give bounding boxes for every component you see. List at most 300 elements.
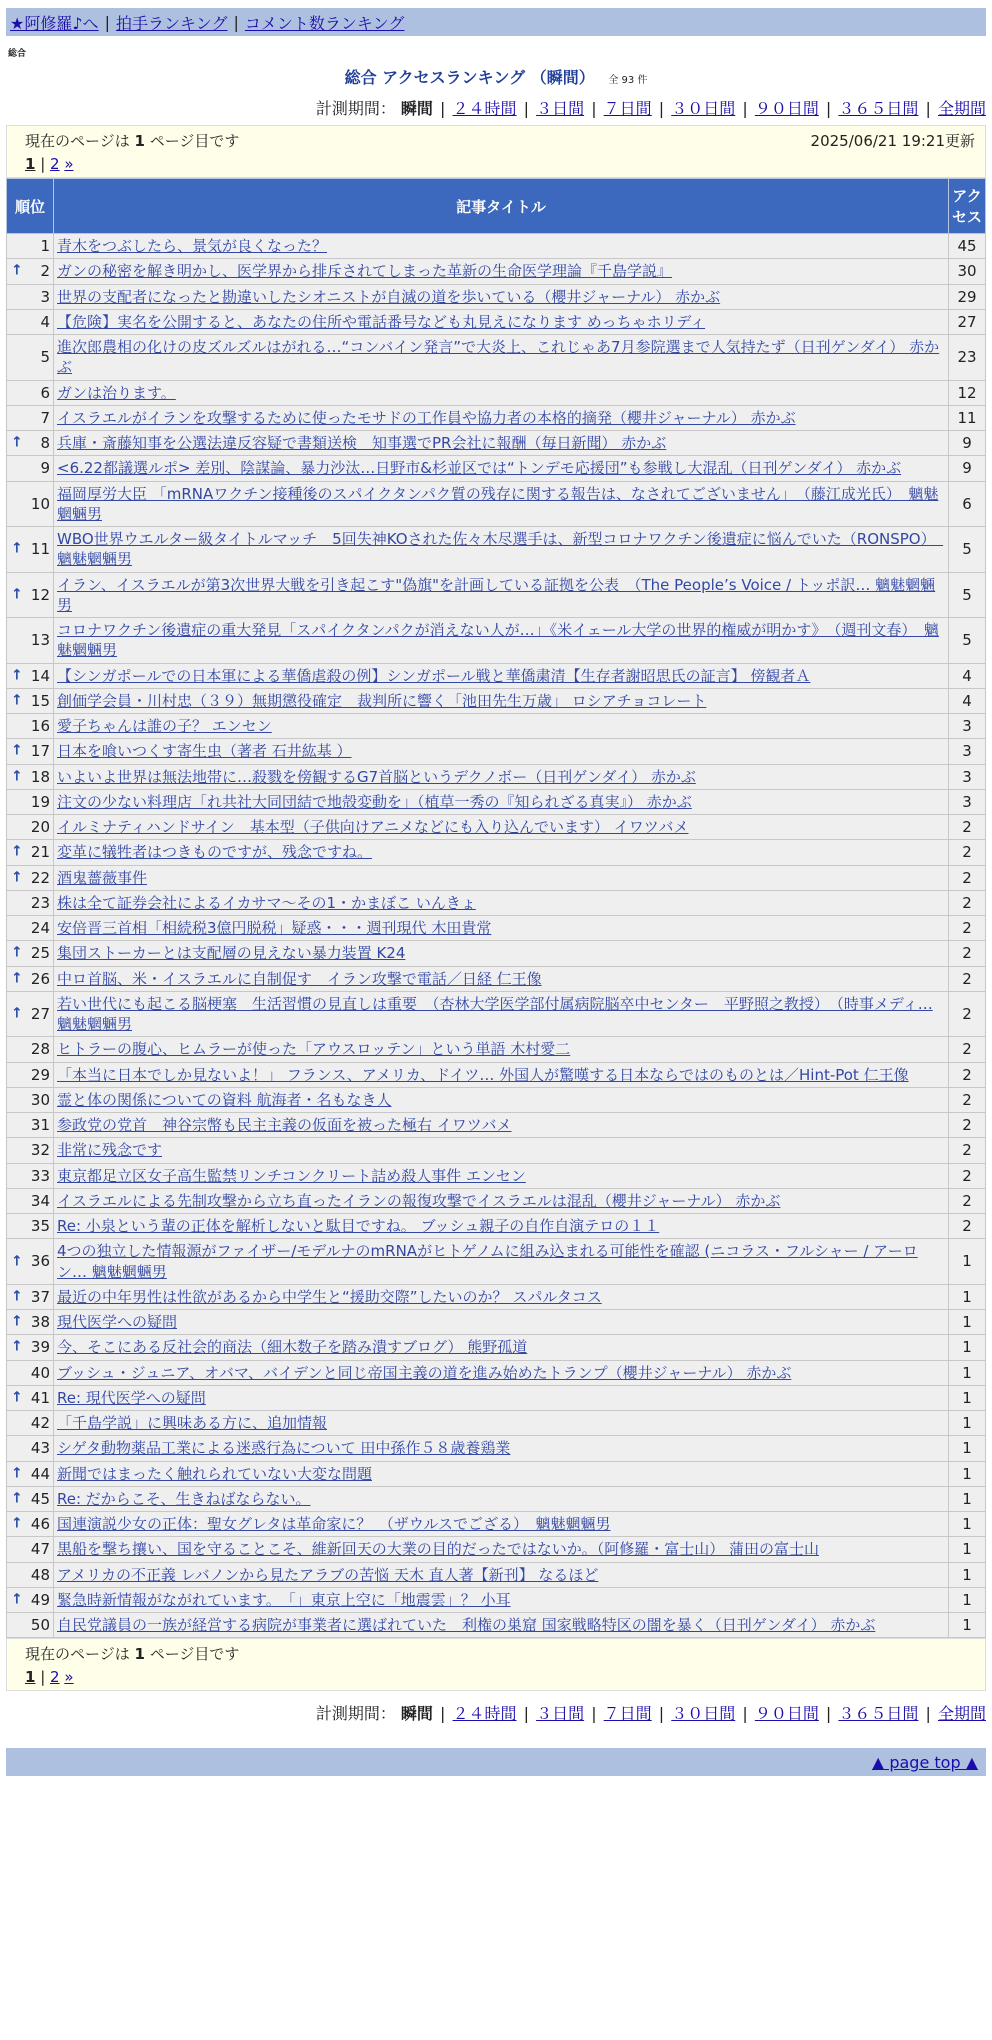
title-cell xyxy=(54,966,949,991)
rank-number: 16 xyxy=(30,717,50,735)
access-count: 9 xyxy=(949,431,986,456)
access-count: 5 xyxy=(949,527,986,573)
article-link[interactable]: 若い世代にも起こる脳梗塞 生活習慣の見直しは重要 （杏林大学医学部付属病院脳卒中センター 平野照之教授） （時事メディ… 魑魅魍魎男 xyxy=(57,994,933,1033)
up-arrow-icon: ↑ xyxy=(11,1338,23,1355)
article-link[interactable]: 集団ストーカーとは支配層の見えない暴力装置 K24 xyxy=(57,944,406,963)
rank-cell xyxy=(7,714,54,739)
up-arrow-icon: ↑ xyxy=(11,768,23,785)
article-link[interactable]: 今、そこにある反社会的商法（細木数子を踏み潰すブログ） 熊野孤道 xyxy=(57,1338,528,1357)
rank-cell xyxy=(7,380,54,405)
table-row xyxy=(7,1587,986,1612)
article-link[interactable]: 国連演説少女の正体：聖女グレタは革命家に？ （ザウルスでござる） 魑魅魍魎男 xyxy=(57,1515,611,1533)
access-count: 2 xyxy=(949,991,986,1037)
rank-cell xyxy=(7,1163,54,1188)
up-arrow-icon: ↑ xyxy=(11,1591,23,1608)
table-row xyxy=(7,1537,986,1562)
table-row xyxy=(7,789,986,814)
page-title: 総合 アクセスランキング （瞬間） xyxy=(344,68,595,87)
rank-number: 18 xyxy=(30,767,50,786)
page-info-top xyxy=(6,125,986,178)
rank-cell xyxy=(7,1310,54,1335)
rank-number: 6 xyxy=(40,383,50,402)
access-count: 30 xyxy=(949,259,986,284)
home-link[interactable]: ★阿修羅♪へ xyxy=(10,13,99,33)
rank-cell xyxy=(7,1436,54,1461)
title-cell xyxy=(54,234,949,259)
rank-cell xyxy=(7,941,54,966)
rank-cell xyxy=(7,815,54,840)
article-link[interactable]: Re: 現代医学への疑問 xyxy=(57,1388,206,1407)
updated-time: 2025/06/21 19:21更新 xyxy=(810,132,975,150)
rank-number: 37 xyxy=(30,1287,50,1306)
access-count: 1 xyxy=(949,1284,986,1309)
up-arrow-icon: ↑ xyxy=(11,843,23,860)
separator: | xyxy=(653,99,670,118)
access-count: 3 xyxy=(949,789,986,814)
period-label: 計測期間： xyxy=(315,1704,396,1724)
separator: | xyxy=(920,99,936,118)
table-row xyxy=(7,284,986,309)
rank-number: 46 xyxy=(30,1515,50,1533)
rank-cell xyxy=(7,916,54,941)
rank-number: 41 xyxy=(30,1388,50,1407)
header-count: アクセス xyxy=(949,179,986,234)
rank-number: 9 xyxy=(40,459,50,478)
title-cell xyxy=(54,1461,949,1486)
table-row xyxy=(7,572,986,618)
title-cell xyxy=(54,1138,949,1163)
article-link[interactable]: 4つの独立した情報源がファイザー/モデルナのmRNAがヒトゲノムに組み込まれる可能性を確認 (ニコラス・フルシャー / アーロン… 魑魅魍魎男 xyxy=(57,1242,918,1281)
article-link[interactable]: 新聞ではまったく触れられていない大変な問題 xyxy=(57,1464,373,1483)
access-count: 2 xyxy=(949,1138,986,1163)
period-link-6[interactable]: 全期間 xyxy=(937,1704,986,1724)
title-cell xyxy=(54,284,949,309)
rank-cell xyxy=(7,865,54,890)
title-cell xyxy=(54,1113,949,1138)
rank-number: 40 xyxy=(30,1363,50,1382)
rank-number: 19 xyxy=(30,792,50,811)
title-cell xyxy=(54,481,949,527)
rank-cell xyxy=(7,764,54,789)
access-count: 5 xyxy=(949,618,986,664)
access-count: 1 xyxy=(949,1562,986,1587)
pager-next-arrow[interactable]: » xyxy=(64,1668,74,1687)
article-link[interactable]: Re: だからこそ、生きねばならない。 xyxy=(57,1489,311,1508)
article-link[interactable]: コロナワクチン後遺症の重大発見「スパイクタンパクが消えない人が…」《米イェール大学の世界的権威が明かす》 （週刊文春） 魑魅魍魎男 xyxy=(57,621,939,660)
title-cell xyxy=(54,865,949,890)
article-link[interactable]: 世界の支配者になったと勘違いしたシオニストが自滅の道を歩いている（櫻井ジャーナル） 赤かぶ xyxy=(57,287,721,306)
period-link-6[interactable]: 全期間 xyxy=(937,99,986,118)
access-count: 1 xyxy=(949,1239,986,1285)
table-row xyxy=(7,1436,986,1461)
article-link[interactable]: ブッシュ・ジュニア、オバマ、バイデンと同じ帝国主義の道を進み始めたトランプ（櫻井ジャーナル） 赤かぶ xyxy=(57,1363,792,1382)
title-cell xyxy=(54,405,949,430)
rank-cell xyxy=(7,1613,54,1638)
article-link[interactable]: 酒鬼薔薇事件 xyxy=(57,868,148,887)
access-count: 2 xyxy=(949,1087,986,1112)
clap-ranking-link[interactable]: 拍手ランキング xyxy=(115,13,228,33)
access-count: 1 xyxy=(949,1310,986,1335)
title-cell xyxy=(54,739,949,764)
rank-number: 7 xyxy=(40,408,50,427)
table-row xyxy=(7,259,986,284)
rank-number: 49 xyxy=(30,1590,50,1609)
separator: | xyxy=(440,99,451,118)
article-link[interactable]: ガンの秘密を解き明かし、医学界から排斥されてしまった革新の生命医学理論『千島学説』 xyxy=(57,262,673,281)
table-row xyxy=(7,688,986,713)
separator: | xyxy=(586,1704,602,1724)
rank-cell xyxy=(7,1113,54,1138)
period-link-1[interactable]: ３日間 xyxy=(536,1704,585,1724)
access-count: 23 xyxy=(949,335,986,381)
rank-number: 39 xyxy=(30,1338,50,1357)
rank-cell xyxy=(7,1461,54,1486)
up-arrow-icon: ↑ xyxy=(11,869,23,886)
rank-cell xyxy=(7,1562,54,1587)
title-cell xyxy=(54,1284,949,1309)
access-count: 3 xyxy=(949,714,986,739)
access-count: 2 xyxy=(949,1037,986,1062)
access-count: 1 xyxy=(949,1537,986,1562)
article-link[interactable]: 株は全て証券会社によるイカサマ〜その1・かまぼこ いんきょ xyxy=(57,893,476,912)
title-cell xyxy=(54,890,949,915)
access-count: 6 xyxy=(949,481,986,527)
pager-page-2[interactable]: 2 xyxy=(50,1668,60,1687)
page-top-link[interactable]: ▲ page top ▲ xyxy=(871,1752,978,1772)
table-row xyxy=(7,890,986,915)
access-count: 2 xyxy=(949,1113,986,1138)
up-arrow-icon: ↑ xyxy=(11,667,23,684)
table-row xyxy=(7,916,986,941)
separator: | xyxy=(518,99,535,118)
comment-ranking-link[interactable]: コメント数ランキング xyxy=(244,13,405,33)
access-count: 4 xyxy=(949,663,986,688)
access-count: 1 xyxy=(949,1385,986,1410)
access-count: 1 xyxy=(949,1411,986,1436)
up-arrow-icon: ↑ xyxy=(11,540,23,557)
rank-number: 31 xyxy=(30,1116,50,1134)
title-cell xyxy=(54,688,949,713)
rank-cell xyxy=(7,572,54,618)
rank-cell xyxy=(7,1512,54,1537)
article-link[interactable]: 「千島学説」に興味ある方に、追加情報 xyxy=(57,1414,328,1432)
period-link-1[interactable]: ３日間 xyxy=(536,99,585,118)
period-current: 瞬間 xyxy=(400,99,433,118)
rank-number: 17 xyxy=(30,742,50,761)
article-link[interactable]: 緊急時新情報がながれています。 「」東京上空に「地震雲」？ 小耳 xyxy=(57,1590,511,1609)
article-link[interactable]: 注文の少ない料理店「れ共社大同団結で地殻変動を」（植草一秀の『知られざる真実』） 赤かぶ xyxy=(57,792,692,811)
rank-number: 20 xyxy=(30,818,50,836)
up-arrow-icon: ↑ xyxy=(11,742,23,759)
period-link-5[interactable]: ３６５日間 xyxy=(838,1704,919,1724)
separator: | xyxy=(820,1704,837,1724)
article-link[interactable]: 愛子ちゃんは誰の子？ エンセン xyxy=(57,717,272,735)
title-cell xyxy=(54,1411,949,1436)
period-link-3[interactable]: ３０日間 xyxy=(671,99,736,118)
title-cell xyxy=(54,259,949,284)
table-row xyxy=(7,1613,986,1638)
article-link[interactable]: アメリカの不正義 レバノンから見たアラブの苦悩 天木 直人著【新刊】 なるほど xyxy=(57,1565,599,1584)
period-link-4[interactable]: ９０日間 xyxy=(754,99,819,118)
period-current: 瞬間 xyxy=(400,1704,433,1724)
article-link[interactable]: 現代医学への疑問 xyxy=(57,1313,178,1331)
table-row xyxy=(7,1335,986,1360)
period-link-5[interactable]: ３６５日間 xyxy=(838,99,919,118)
rank-number: 3 xyxy=(40,287,50,306)
title-cell xyxy=(54,714,949,739)
rank-number: 5 xyxy=(40,348,50,367)
table-row xyxy=(7,1214,986,1239)
rank-cell xyxy=(7,1486,54,1511)
period-link-0[interactable]: ２４時間 xyxy=(452,99,517,118)
pager-page-2[interactable]: 2 xyxy=(50,155,60,173)
article-link[interactable]: イラン、イスラエルが第3次世界大戦を引き起こす"偽旗"を計画している証拠を公表 （The People’s Voice / トッポ訳… 魑魅魍魎男 xyxy=(57,575,936,614)
access-count: 2 xyxy=(949,840,986,865)
pager: 1 | 2 » xyxy=(25,155,74,173)
rank-number: 23 xyxy=(30,893,50,912)
rank-number: 43 xyxy=(30,1439,50,1458)
title-cell xyxy=(54,1360,949,1385)
table-row xyxy=(7,840,986,865)
title-cell xyxy=(54,380,949,405)
table-row xyxy=(7,1284,986,1309)
rank-cell xyxy=(7,456,54,481)
title-cell xyxy=(54,1062,949,1087)
table-row xyxy=(7,1163,986,1188)
rank-number: 33 xyxy=(30,1166,50,1185)
article-link[interactable]: ヒトラーの腹心、ヒムラーが使った「アウスロッテン」という単語 木村愛二 xyxy=(57,1040,571,1059)
access-count: 3 xyxy=(949,739,986,764)
period-link-2[interactable]: ７日間 xyxy=(603,99,652,118)
access-count: 2 xyxy=(949,916,986,941)
rank-number: 29 xyxy=(30,1065,50,1084)
separator: | xyxy=(586,99,602,118)
rank-number: 38 xyxy=(30,1313,50,1331)
access-count: 1 xyxy=(949,1461,986,1486)
title-cell xyxy=(54,1587,949,1612)
article-link[interactable]: 安倍晋三首相「相続税3億円脱税」疑惑・・・週刊現代 木田貴常 xyxy=(57,919,492,937)
table-row xyxy=(7,481,986,527)
rank-number: 25 xyxy=(30,944,50,963)
title-cell xyxy=(54,1335,949,1360)
rank-number: 34 xyxy=(30,1191,50,1210)
period-link-0[interactable]: ２４時間 xyxy=(452,1704,517,1724)
title-cell xyxy=(54,1239,949,1285)
access-count: 1 xyxy=(949,1335,986,1360)
access-count: 2 xyxy=(949,1188,986,1213)
article-link[interactable]: 進次郎農相の化けの皮ズルズルはがれる…“コンバイン発言”で大炎上、これじゃあ7月参院選まで人気持たず（日刊ゲンダイ） 赤かぶ xyxy=(57,338,940,377)
title-cell xyxy=(54,840,949,865)
rank-cell xyxy=(7,1385,54,1410)
rank-number: 36 xyxy=(30,1252,50,1271)
title-cell xyxy=(54,1385,949,1410)
rank-number: 22 xyxy=(30,868,50,887)
access-count: 2 xyxy=(949,966,986,991)
article-link[interactable]: いよいよ世界は無法地帯に…殺戮を傍観するG7首脳というデクノボー（日刊ゲンダイ） 赤かぶ xyxy=(57,767,696,786)
article-link[interactable]: イスラエルがイランを攻撃するために使ったモサドの工作員や協力者の本格的摘発（櫻井ジャーナル） 赤かぶ xyxy=(57,408,796,427)
rank-number: 45 xyxy=(30,1489,50,1508)
up-arrow-icon: ↑ xyxy=(11,1288,23,1305)
rank-cell xyxy=(7,991,54,1037)
table-row xyxy=(7,714,986,739)
article-link[interactable]: 東京都足立区女子高生監禁リンチコンクリート詰め殺人事件 エンセン xyxy=(57,1166,526,1185)
period-selector xyxy=(6,96,986,119)
article-link[interactable]: 非常に残念です xyxy=(57,1141,163,1160)
rank-number: 44 xyxy=(30,1464,50,1483)
article-link[interactable]: 最近の中年男性は性欲があるから中学生と“援助交際”したいのか？ スパルタコス xyxy=(57,1287,602,1306)
access-count: 29 xyxy=(949,284,986,309)
up-arrow-icon: ↑ xyxy=(11,692,23,709)
article-link[interactable]: 「本当に日本でしか見ないよ！」 フランス、アメリカ、ドイツ… 外国人が驚嘆する日本ならではのものとは／Hint-Pot 仁王像 xyxy=(57,1065,909,1084)
title-cell xyxy=(54,1188,949,1213)
rank-cell xyxy=(7,1537,54,1562)
access-count: 2 xyxy=(949,890,986,915)
rank-number: 32 xyxy=(30,1141,50,1160)
up-arrow-icon: ↑ xyxy=(11,434,23,451)
total-count: 全 93 件 xyxy=(608,75,648,86)
title-cell xyxy=(54,431,949,456)
access-count: 1 xyxy=(949,1512,986,1537)
access-count: 12 xyxy=(949,380,986,405)
separator: | xyxy=(518,1704,535,1724)
pager-next-arrow[interactable]: » xyxy=(64,155,74,173)
article-link[interactable]: 変革に犠牲者はつきものですが、残念ですね。 xyxy=(57,843,373,862)
separator: | xyxy=(440,1704,451,1724)
table-row xyxy=(7,764,986,789)
title-cell xyxy=(54,456,949,481)
article-link[interactable]: 中ロ首脳、米・イスラエルに自制促す イラン攻撃で電話／日経 仁王像 xyxy=(57,969,542,988)
rank-number: 21 xyxy=(30,843,50,862)
rank-number: 24 xyxy=(30,919,50,937)
rank-cell xyxy=(7,1411,54,1436)
table-row xyxy=(7,1037,986,1062)
rank-cell xyxy=(7,335,54,381)
article-link[interactable]: イスラエルによる先制攻撃から立ち直ったイランの報復攻撃でイスラエルは混乱（櫻井ジャーナル） 赤かぶ xyxy=(57,1191,781,1210)
rank-cell xyxy=(7,1062,54,1087)
article-link[interactable]: WBO世界ウエルター級タイトルマッチ 5回失神KOされた佐々木尽選手は、新型コロナワクチン後遺症に悩んでいた（RONSPO） 魑魅魍魎男 xyxy=(57,530,944,569)
rank-number: 8 xyxy=(40,434,50,452)
separator: | xyxy=(737,99,753,118)
title-cell xyxy=(54,1613,949,1638)
rank-cell xyxy=(7,1188,54,1213)
table-row xyxy=(7,1188,986,1213)
article-link[interactable]: 福岡厚労大臣 「mRNAワクチン接種後のスパイクタンパク質の残存に関する報告は、なされてございません」 （藤江成光氏） 魑魅魍魎男 xyxy=(57,484,939,523)
pager: 1 | 2 » xyxy=(25,1668,74,1687)
rank-cell xyxy=(7,1214,54,1239)
page-title-row xyxy=(6,65,986,88)
table-row xyxy=(7,663,986,688)
period-link-2[interactable]: ７日間 xyxy=(603,1704,652,1724)
article-link[interactable]: 創価学会員・川村忠（３９）無期懲役確定 裁判所に響く「池田先生万歳」 ロシアチョコレート xyxy=(57,691,707,710)
up-arrow-icon: ↑ xyxy=(11,1389,23,1406)
article-link[interactable]: 兵庫・斎藤知事を公選法違反容疑で書類送検 知事選でPR会社に報酬（毎日新聞） 赤かぶ xyxy=(57,434,667,452)
bottom-bar xyxy=(6,1748,986,1776)
title-cell xyxy=(54,1310,949,1335)
table-row xyxy=(7,1113,986,1138)
table-row xyxy=(7,405,986,430)
rank-number: 12 xyxy=(30,585,50,604)
access-count: 45 xyxy=(949,234,986,259)
access-count: 4 xyxy=(949,688,986,713)
article-link[interactable]: 【シンガポールでの日本軍による華僑虐殺の例】シンガポール戦と華僑粛清【生存者謝昭思氏の証言】 傍観者Ａ xyxy=(57,666,811,685)
article-link[interactable]: 青木をつぶしたら、景気が良くなった？ xyxy=(57,237,328,255)
rank-number: 1 xyxy=(40,237,50,255)
title-cell xyxy=(54,1562,949,1587)
rank-number: 11 xyxy=(30,540,50,559)
access-count: 9 xyxy=(949,456,986,481)
title-cell xyxy=(54,991,949,1037)
period-link-4[interactable]: ９０日間 xyxy=(754,1704,819,1724)
table-row xyxy=(7,309,986,334)
separator: | xyxy=(820,99,837,118)
article-link[interactable]: シゲタ動物薬品工業による迷惑行為について 田中孫作５８歳養鶏業 xyxy=(57,1439,511,1458)
article-link[interactable]: <6.22都議選ルポ> 差別、陰謀論、暴力沙汰…日野市&杉並区では“トンデモ応援団”も参戦し大混乱（日刊ゲンダイ） 赤かぶ xyxy=(57,459,902,478)
title-cell xyxy=(54,1537,949,1562)
table-row xyxy=(7,1385,986,1410)
rank-cell xyxy=(7,431,54,456)
up-arrow-icon: ↑ xyxy=(11,1005,23,1022)
title-cell xyxy=(54,527,949,573)
access-count: 2 xyxy=(949,1163,986,1188)
rank-cell xyxy=(7,688,54,713)
access-count: 27 xyxy=(949,309,986,334)
rank-cell xyxy=(7,1587,54,1612)
article-link[interactable]: ガンは治ります。 xyxy=(57,383,176,402)
article-link[interactable]: 自民党議員の一族が経営する病院が事業者に選ばれていた 利権の巣窟 国家戦略特区の闇を暴く（日刊ゲンダイ） 赤かぶ xyxy=(57,1616,876,1634)
access-count: 2 xyxy=(949,1214,986,1239)
separator: | xyxy=(737,1704,753,1724)
table-row xyxy=(7,865,986,890)
access-count: 1 xyxy=(949,1436,986,1461)
article-link[interactable]: 霊と体の関係についての資料 航海者・名もなき人 xyxy=(57,1090,392,1109)
rank-cell xyxy=(7,1037,54,1062)
access-count: 2 xyxy=(949,815,986,840)
access-count: 1 xyxy=(949,1613,986,1638)
access-count: 2 xyxy=(949,1062,986,1087)
article-link[interactable]: 参政党の党首 神谷宗幣も民主主義の仮面を被った極右 イワツバメ xyxy=(57,1116,512,1134)
article-link[interactable]: 【危険】実名を公開すると、あなたの住所や電話番号なども丸見えになります めっちゃホリディ xyxy=(57,312,706,331)
table-row xyxy=(7,941,986,966)
table-row xyxy=(7,527,986,573)
pager-current: 1 xyxy=(25,1668,36,1687)
period-link-3[interactable]: ３０日間 xyxy=(671,1704,736,1724)
title-cell xyxy=(54,789,949,814)
category-label: 総合 xyxy=(8,49,27,59)
rank-cell xyxy=(7,739,54,764)
article-link[interactable]: 日本を喰いつくす寄生虫（著者 石井紘基 ） xyxy=(57,742,352,761)
access-count: 1 xyxy=(949,1587,986,1612)
article-link[interactable]: 黒船を撃ち攘い、国を守ることこそ、維新回天の大業の目的だったではないか。（阿修羅・富士山） 蒲田の富士山 xyxy=(57,1540,819,1559)
rank-cell xyxy=(7,527,54,573)
rank-cell xyxy=(7,481,54,527)
rank-cell xyxy=(7,840,54,865)
title-cell xyxy=(54,1436,949,1461)
rank-cell xyxy=(7,309,54,334)
access-count: 2 xyxy=(949,865,986,890)
header-rank: 順位 xyxy=(7,179,54,234)
table-row xyxy=(7,1562,986,1587)
rank-number: 26 xyxy=(30,969,50,988)
header-title: 記事タイトル xyxy=(54,179,949,234)
title-cell xyxy=(54,764,949,789)
rank-number: 50 xyxy=(30,1616,50,1634)
up-arrow-icon: ↑ xyxy=(11,1253,23,1270)
article-link[interactable]: Re: 小泉という輩の正体を解析しないと駄目ですね。 ブッシュ親子の自作自演テロの１１ xyxy=(57,1217,660,1235)
title-cell xyxy=(54,663,949,688)
table-row xyxy=(7,456,986,481)
rank-cell xyxy=(7,405,54,430)
article-link[interactable]: イルミナティハンドサイン 基本型（子供向けアニメなどにも入り込んでいます） イワツバメ xyxy=(57,818,689,836)
